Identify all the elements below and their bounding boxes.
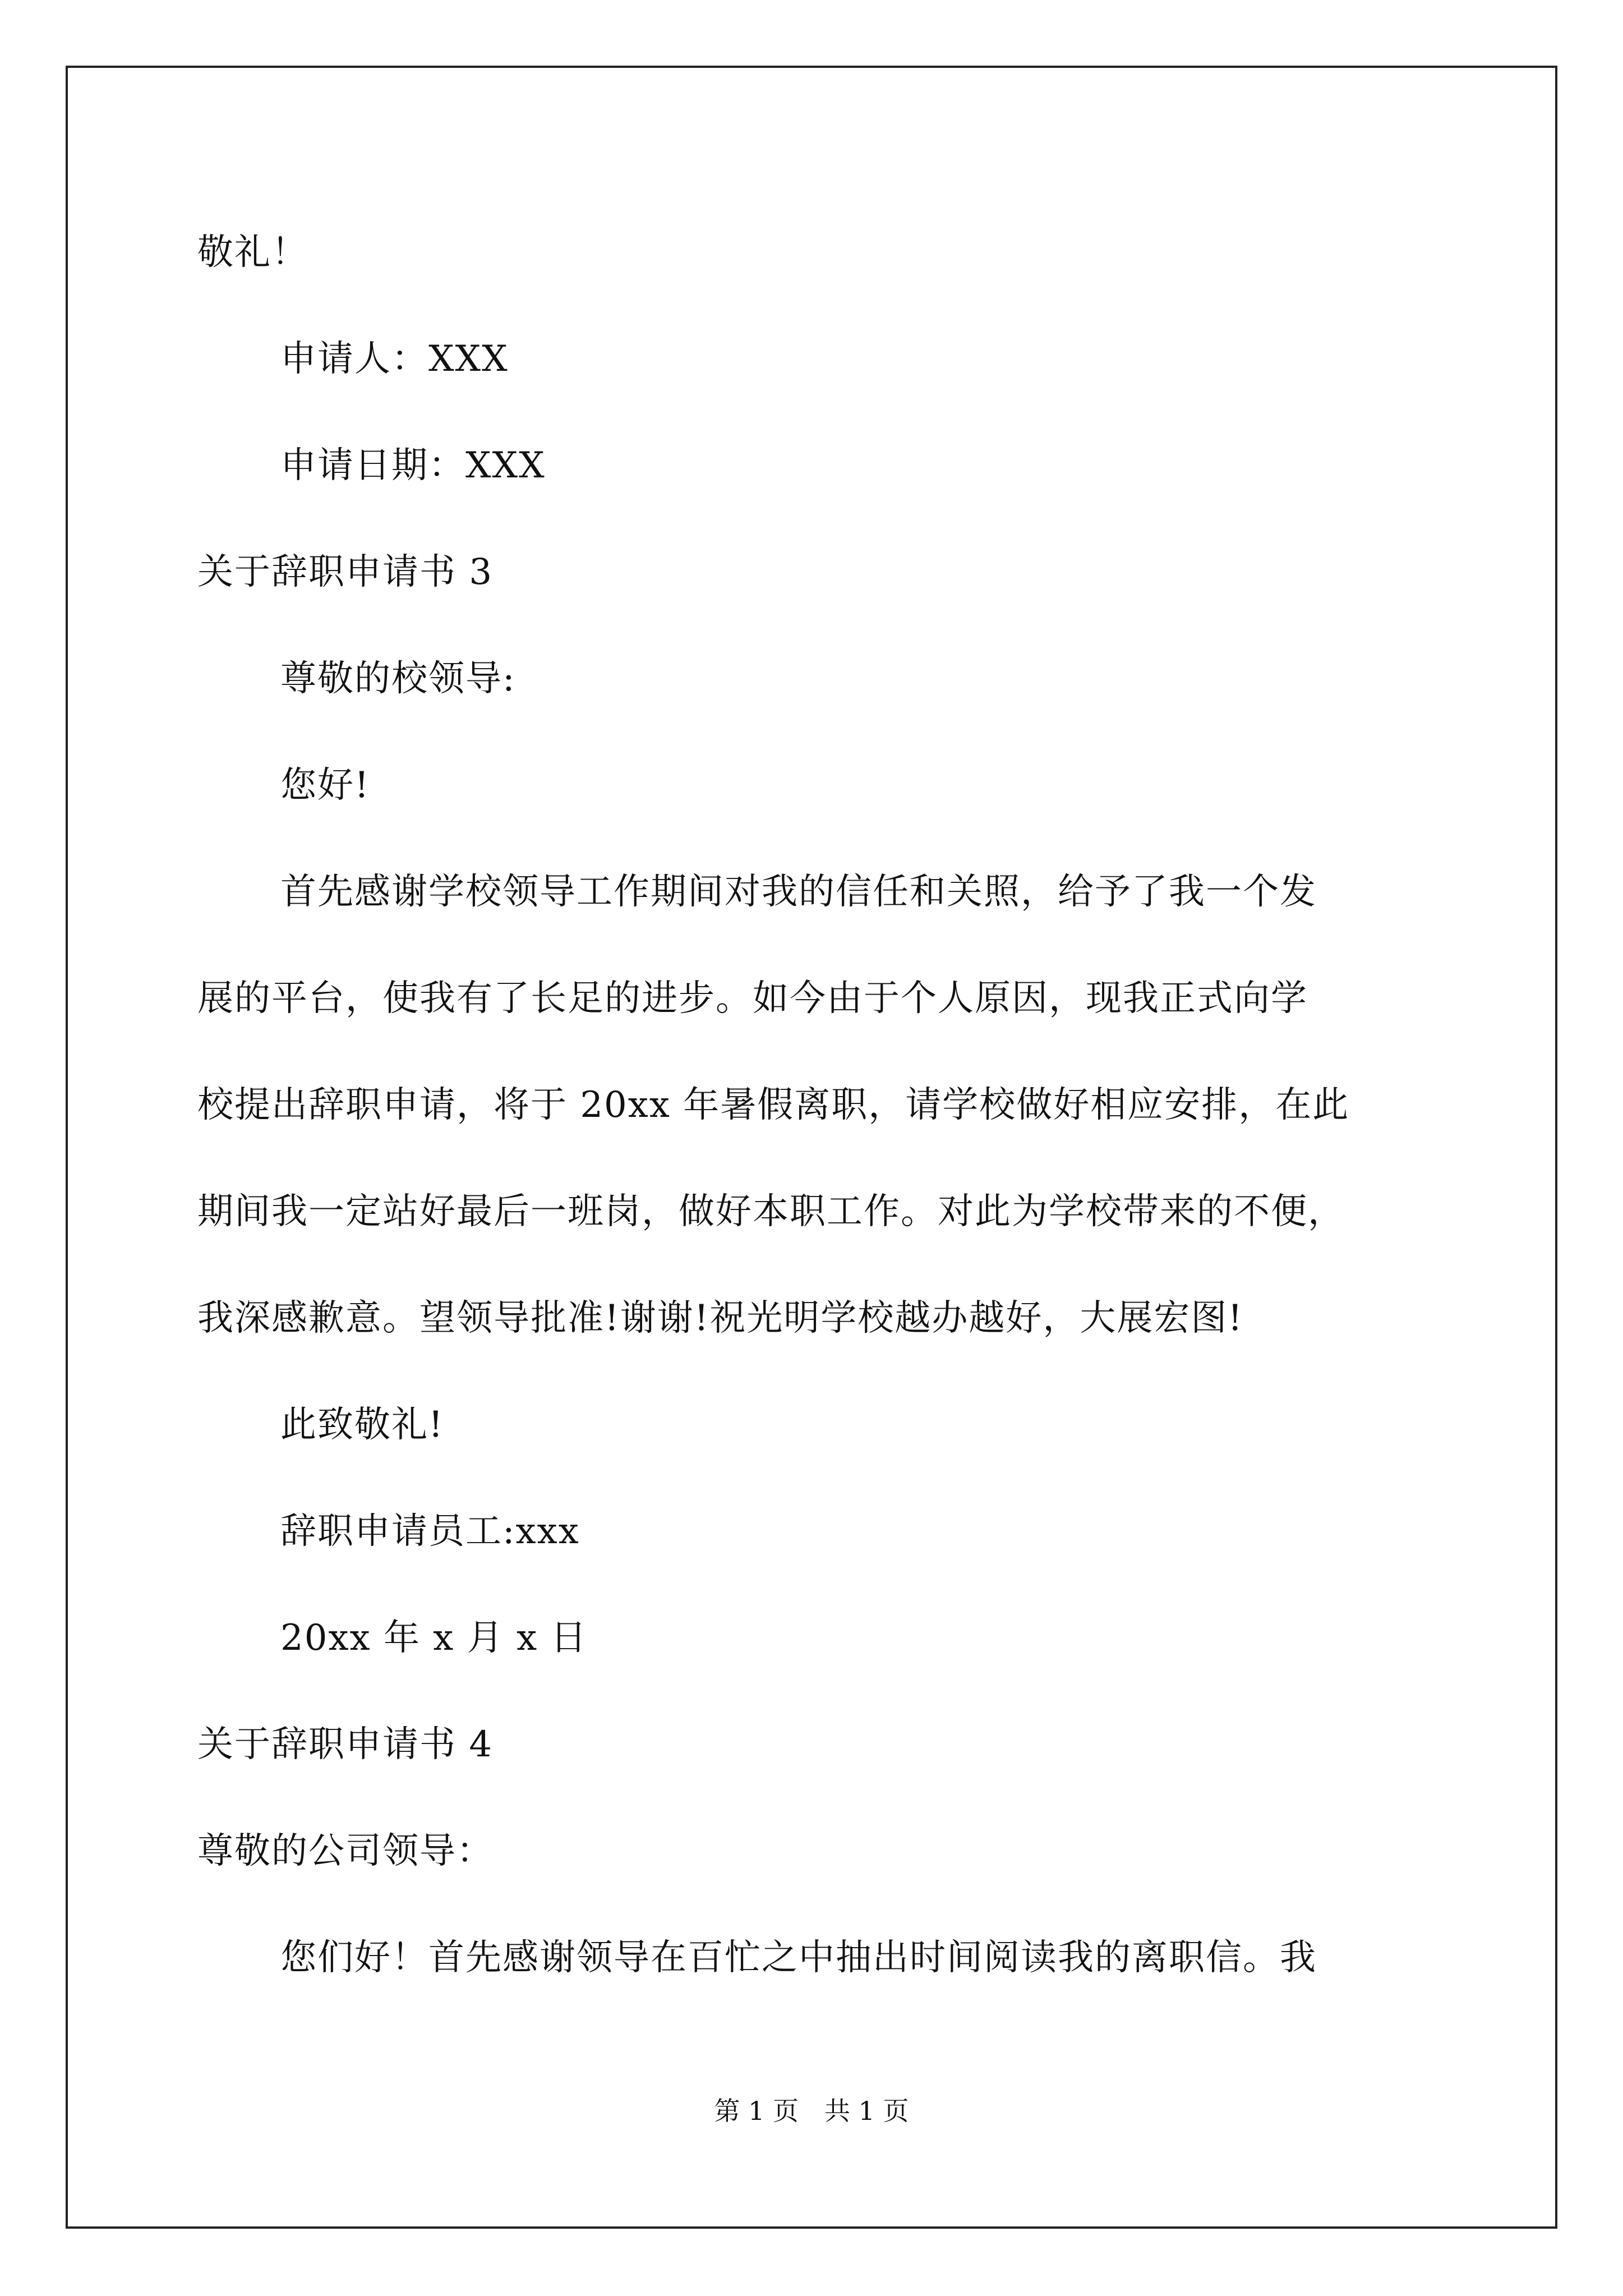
signature-date: 20xx 年 x 月 x 日 (280, 1617, 588, 1659)
applicant-line: 申请人：XXX (280, 338, 509, 380)
body-paragraph-line: 校提出辞职申请，将于 20xx 年暑假离职，请学校做好相应安排，在此 (197, 1084, 1350, 1126)
greeting-recipient: 尊敬的校领导: (280, 658, 516, 700)
closing-regards: 此致敬礼! (280, 1404, 444, 1446)
body-paragraph-line: 期间我一定站好最后一班岗，做好本职工作。对此为学校带来的不便， (197, 1191, 1345, 1232)
greeting-recipient: 尊敬的公司领导： (197, 1830, 494, 1872)
closing-salutation: 敬礼！ (197, 232, 308, 273)
body-paragraph-line: 首先感谢学校领导工作期间对我的信任和关照，给予了我一个发 (280, 871, 1317, 913)
section-heading-4: 关于辞职申请书 4 (197, 1724, 494, 1765)
page-border (66, 66, 1557, 2229)
section-heading-3: 关于辞职申请书 3 (197, 551, 494, 593)
greeting-hello: 您好! (280, 765, 370, 806)
application-date-line: 申请日期：XXX (280, 445, 546, 486)
signature-employee: 辞职申请员工:xxx (280, 1511, 580, 1552)
body-paragraph-line: 我深感歉意。望领导批准!谢谢!祝光明学校越办越好，大展宏图! (197, 1297, 1244, 1339)
body-paragraph-line: 展的平台，使我有了长足的进步。如今由于个人原因，现我正式向学 (197, 978, 1308, 1019)
body-paragraph-line: 您们好！首先感谢领导在百忙之中抽出时间阅读我的离职信。我 (280, 1937, 1317, 1978)
page-number-footer: 第 1 页 共 1 页 (714, 2096, 909, 2126)
